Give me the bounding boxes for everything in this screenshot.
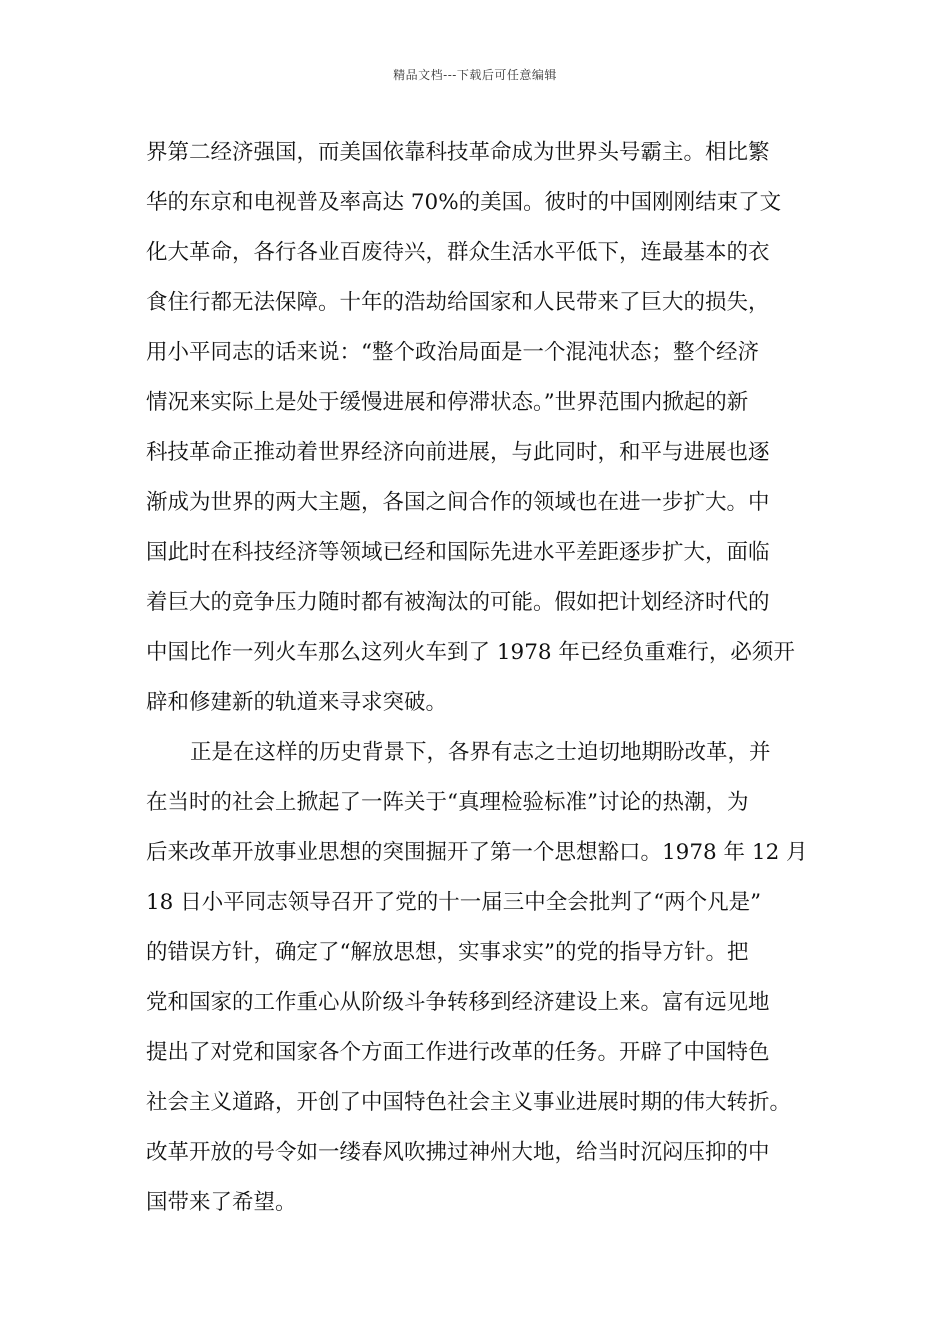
text-line: 社会主义道路，开创了中国特色社会主义事业进展时期的伟大转折。 (146, 1090, 792, 1115)
text-line: 中国比作一列火车那么这列火车到了 1978 年已经负重难行，必须开 (146, 640, 795, 665)
paragraph-2 (146, 728, 828, 1228)
text-line: 改革开放的号令如一缕春风吹拂过神州大地，给当时沉闷压抑的中 (146, 1140, 770, 1165)
text-line: 界第二经济强国，而美国依靠科技革命成为世界头号霸主。相比繁 (146, 140, 770, 165)
text-line: 在当时的社会上掀起了一阵关于“真理检验标准”讨论的热潮，为 (146, 790, 749, 815)
text-line: 辟和修建新的轨道来寻求突破。 (146, 690, 448, 715)
text-line: 正是在这样的历史背景下，各界有志之士迫切地期盼改革，并 (190, 740, 771, 765)
text-line: 国带来了希望。 (146, 1190, 297, 1215)
text-line: 后来改革开放事业思想的突围掘开了第一个思想豁口。1978 年 12 月 (146, 840, 808, 865)
text-line: 18 日小平同志领导召开了党的十一届三中全会批判了“两个凡是” (146, 890, 762, 915)
text-line: 化大革命，各行各业百废待兴，群众生活水平低下，连最基本的衣 (146, 240, 770, 265)
text-line: 的错误方针，确定了“解放思想，实事求实”的党的指导方针。把 (146, 940, 749, 965)
text-line: 用小平同志的话来说：“整个政治局面是一个混沌状态；整个经济 (146, 340, 759, 365)
text-line: 渐成为世界的两大主题，各国之间合作的领域也在进一步扩大。中 (146, 490, 770, 515)
document-body (146, 128, 828, 1228)
page-header: 精品文档---下载后可任意编辑 (393, 68, 557, 82)
paragraph-1 (146, 128, 828, 728)
text-line: 着巨大的竞争压力随时都有被淘汰的可能。假如把计划经济时代的 (146, 590, 770, 615)
text-line: 科技革命正推动着世界经济向前进展，与此同时，和平与进展也逐 (146, 440, 770, 465)
text-line: 提出了对党和国家各个方面工作进行改革的任务。开辟了中国特色 (146, 1040, 770, 1065)
text-line: 国此时在科技经济等领域已经和国际先进水平差距逐步扩大，面临 (146, 540, 770, 565)
text-line: 华的东京和电视普及率高达 70%的美国。彼时的中国刚刚结束了文 (146, 190, 782, 215)
text-line: 食住行都无法保障。十年的浩劫给国家和人民带来了巨大的损失， (146, 290, 770, 315)
text-line: 党和国家的工作重心从阶级斗争转移到经济建设上来。富有远见地 (146, 990, 770, 1015)
text-line: 情况来实际上是处于缓慢进展和停滞状态。”世界范围内掀起的新 (146, 390, 749, 415)
